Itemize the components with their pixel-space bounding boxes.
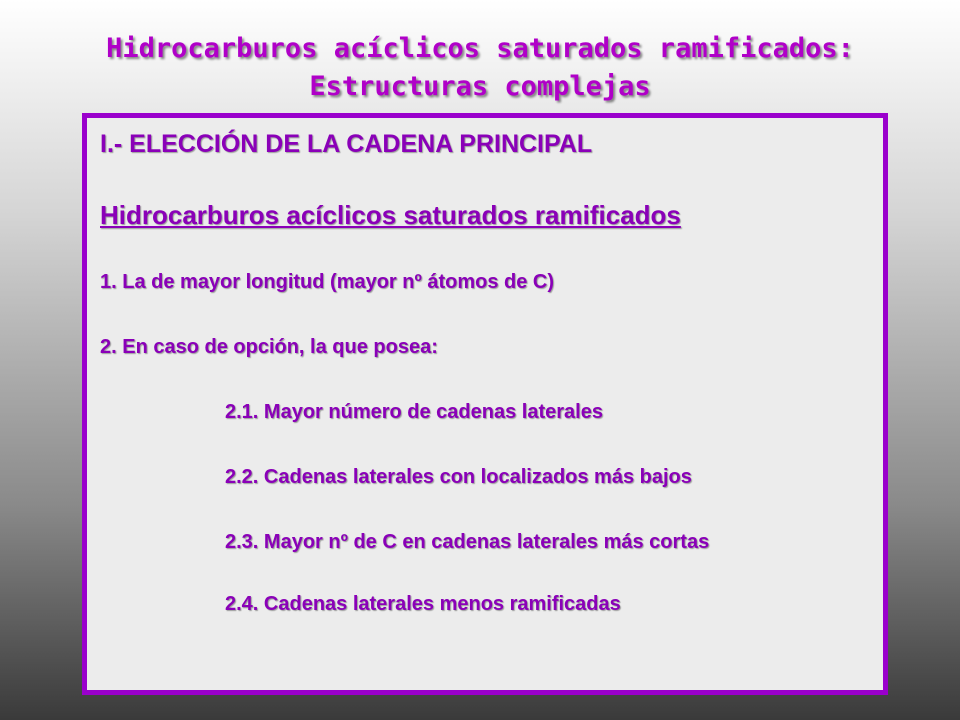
content-panel xyxy=(82,113,888,695)
sub-rule-item-2-3: 2.3. Mayor nº de C en cadenas laterales más cortas xyxy=(225,531,710,553)
rule-item-2: 2. En caso de opción, la que posea: xyxy=(100,336,438,358)
sub-rule-item-2-2: 2.2. Cadenas laterales con localizados más bajos xyxy=(225,466,692,488)
sub-rule-item-2-4: 2.4. Cadenas laterales menos ramificadas xyxy=(225,593,621,615)
rule-item-1: 1. La de mayor longitud (mayor nº átomos de C) xyxy=(100,271,555,293)
slide-title-line-2: Estructuras complejas xyxy=(309,71,651,102)
slide-title-line-1: Hidrocarburos acíclicos saturados ramificados: xyxy=(106,33,854,64)
section-heading: I.- ELECCIÓN DE LA CADENA PRINCIPAL xyxy=(100,130,593,158)
section-subheading: Hidrocarburos acíclicos saturados ramificados xyxy=(100,200,681,230)
slide-title xyxy=(0,30,960,106)
sub-rule-item-2-1: 2.1. Mayor número de cadenas laterales xyxy=(225,401,603,423)
